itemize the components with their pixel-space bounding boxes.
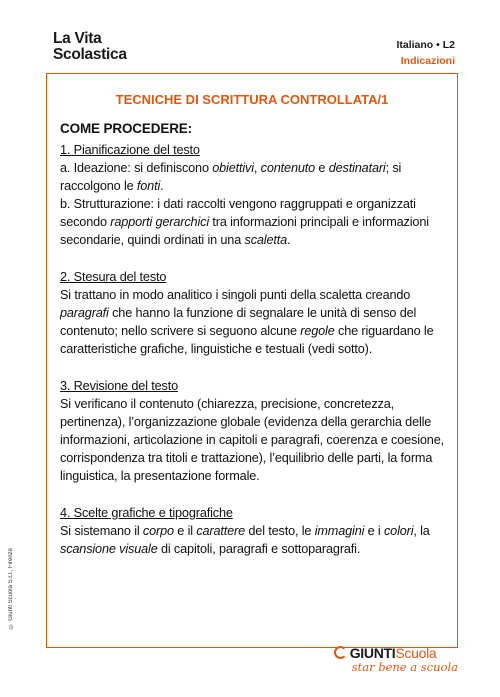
emphasized-text: scaletta xyxy=(244,233,288,247)
emphasized-text: paragrafi xyxy=(60,306,109,320)
content-body xyxy=(60,120,451,577)
page-title: TECNICHE DI SCRITTURA CONTROLLATA/1 xyxy=(115,92,389,107)
emphasized-text: immagini xyxy=(314,524,365,538)
section-4 xyxy=(60,504,451,558)
section-label: Indicazioni xyxy=(400,55,455,67)
emphasized-text: corpo xyxy=(142,524,174,538)
section-title: 2. Stesura del testo xyxy=(60,270,167,284)
emphasized-text: colori xyxy=(383,524,414,538)
section-1 xyxy=(60,141,451,249)
emphasized-text: rapporti gerarchici xyxy=(110,215,209,229)
procedure-heading: COME PROCEDERE: xyxy=(60,121,193,136)
section-paragraph xyxy=(60,159,451,195)
section-paragraph xyxy=(60,195,451,249)
subject-label: Italiano • L2 xyxy=(396,39,455,51)
text-run: del testo, le xyxy=(245,524,315,538)
text-run: che hanno la funzione di segnalare le unità di senso del contenuto; nello scrivere si seguono alcune xyxy=(60,306,417,338)
section-2 xyxy=(60,268,451,358)
text-run: . xyxy=(287,233,291,247)
text-run: e xyxy=(315,161,329,175)
section-3 xyxy=(60,377,451,485)
emphasized-text: contenuto xyxy=(260,161,316,175)
brand-part-1: GIUNTI xyxy=(349,645,396,661)
sections-list xyxy=(60,141,451,558)
text-run: , xyxy=(253,161,261,175)
text-run: tra informazioni principali e informazioni secondarie, quindi ordinati in una xyxy=(60,215,429,247)
content-frame xyxy=(46,73,458,648)
section-title: 1. Pianificazione del testo xyxy=(60,143,200,157)
section-title: 4. Scelte grafiche e tipografiche xyxy=(60,506,233,520)
copyright-note: © Giunti Scuola S.r.l., Firenze xyxy=(8,548,14,629)
emphasized-text: destinatari xyxy=(328,161,386,175)
text-run: ; si raccolgono le xyxy=(60,161,402,193)
magazine-logo xyxy=(53,31,127,63)
giunti-g-icon xyxy=(334,646,347,659)
text-run: . xyxy=(160,179,164,193)
logo-line-2: Scolastica xyxy=(53,46,127,63)
section-paragraph xyxy=(60,286,451,358)
section-paragraph xyxy=(60,395,451,485)
text-run: Si sistemano il xyxy=(60,524,143,538)
text-run: Si trattano in modo analitico i singoli punti della scaletta creando xyxy=(60,288,411,302)
text-run: e i xyxy=(364,524,384,538)
brand-part-2: Scuola xyxy=(395,645,437,661)
logo-line-1: La Vita xyxy=(53,30,102,47)
emphasized-text: regole xyxy=(300,324,335,338)
text-run: e il xyxy=(173,524,197,538)
header-info xyxy=(396,38,455,68)
section-paragraph xyxy=(60,522,451,558)
emphasized-text: obiettivi xyxy=(212,161,254,175)
emphasized-text: fonti xyxy=(136,179,161,193)
section-title: 3. Revisione del testo xyxy=(60,379,179,393)
text-run: Si verificano il contenuto (chiarezza, precisione, concretezza, pertinenza), l’organizzazione globale (evidenza della gerarchia delle informazioni, articolazione in capitoli e paragrafi, coerenza e coesione, corrispondenza tra titoli e trattazione), l’equilibrio delle parti, la forma linguistica, la presentazione formale. xyxy=(60,397,444,483)
text-run: che riguardano le caratteristiche grafiche, linguistiche e testuali (vedi sotto). xyxy=(60,324,434,356)
publisher-logo xyxy=(334,645,458,674)
text-run: , la xyxy=(413,524,430,538)
text-run: a. Ideazione: si definiscono xyxy=(60,161,213,175)
emphasized-text: carattere xyxy=(196,524,246,538)
text-run: di capitoli, paragrafi e sottoparagrafi. xyxy=(157,542,361,556)
text-run: b. Strutturazione: i dati raccolti vengono raggruppati e organizzati secondo xyxy=(60,197,416,229)
publisher-tagline: star bene a scuola xyxy=(351,660,458,674)
emphasized-text: scansione visuale xyxy=(60,542,158,556)
publisher-brand xyxy=(334,645,458,661)
